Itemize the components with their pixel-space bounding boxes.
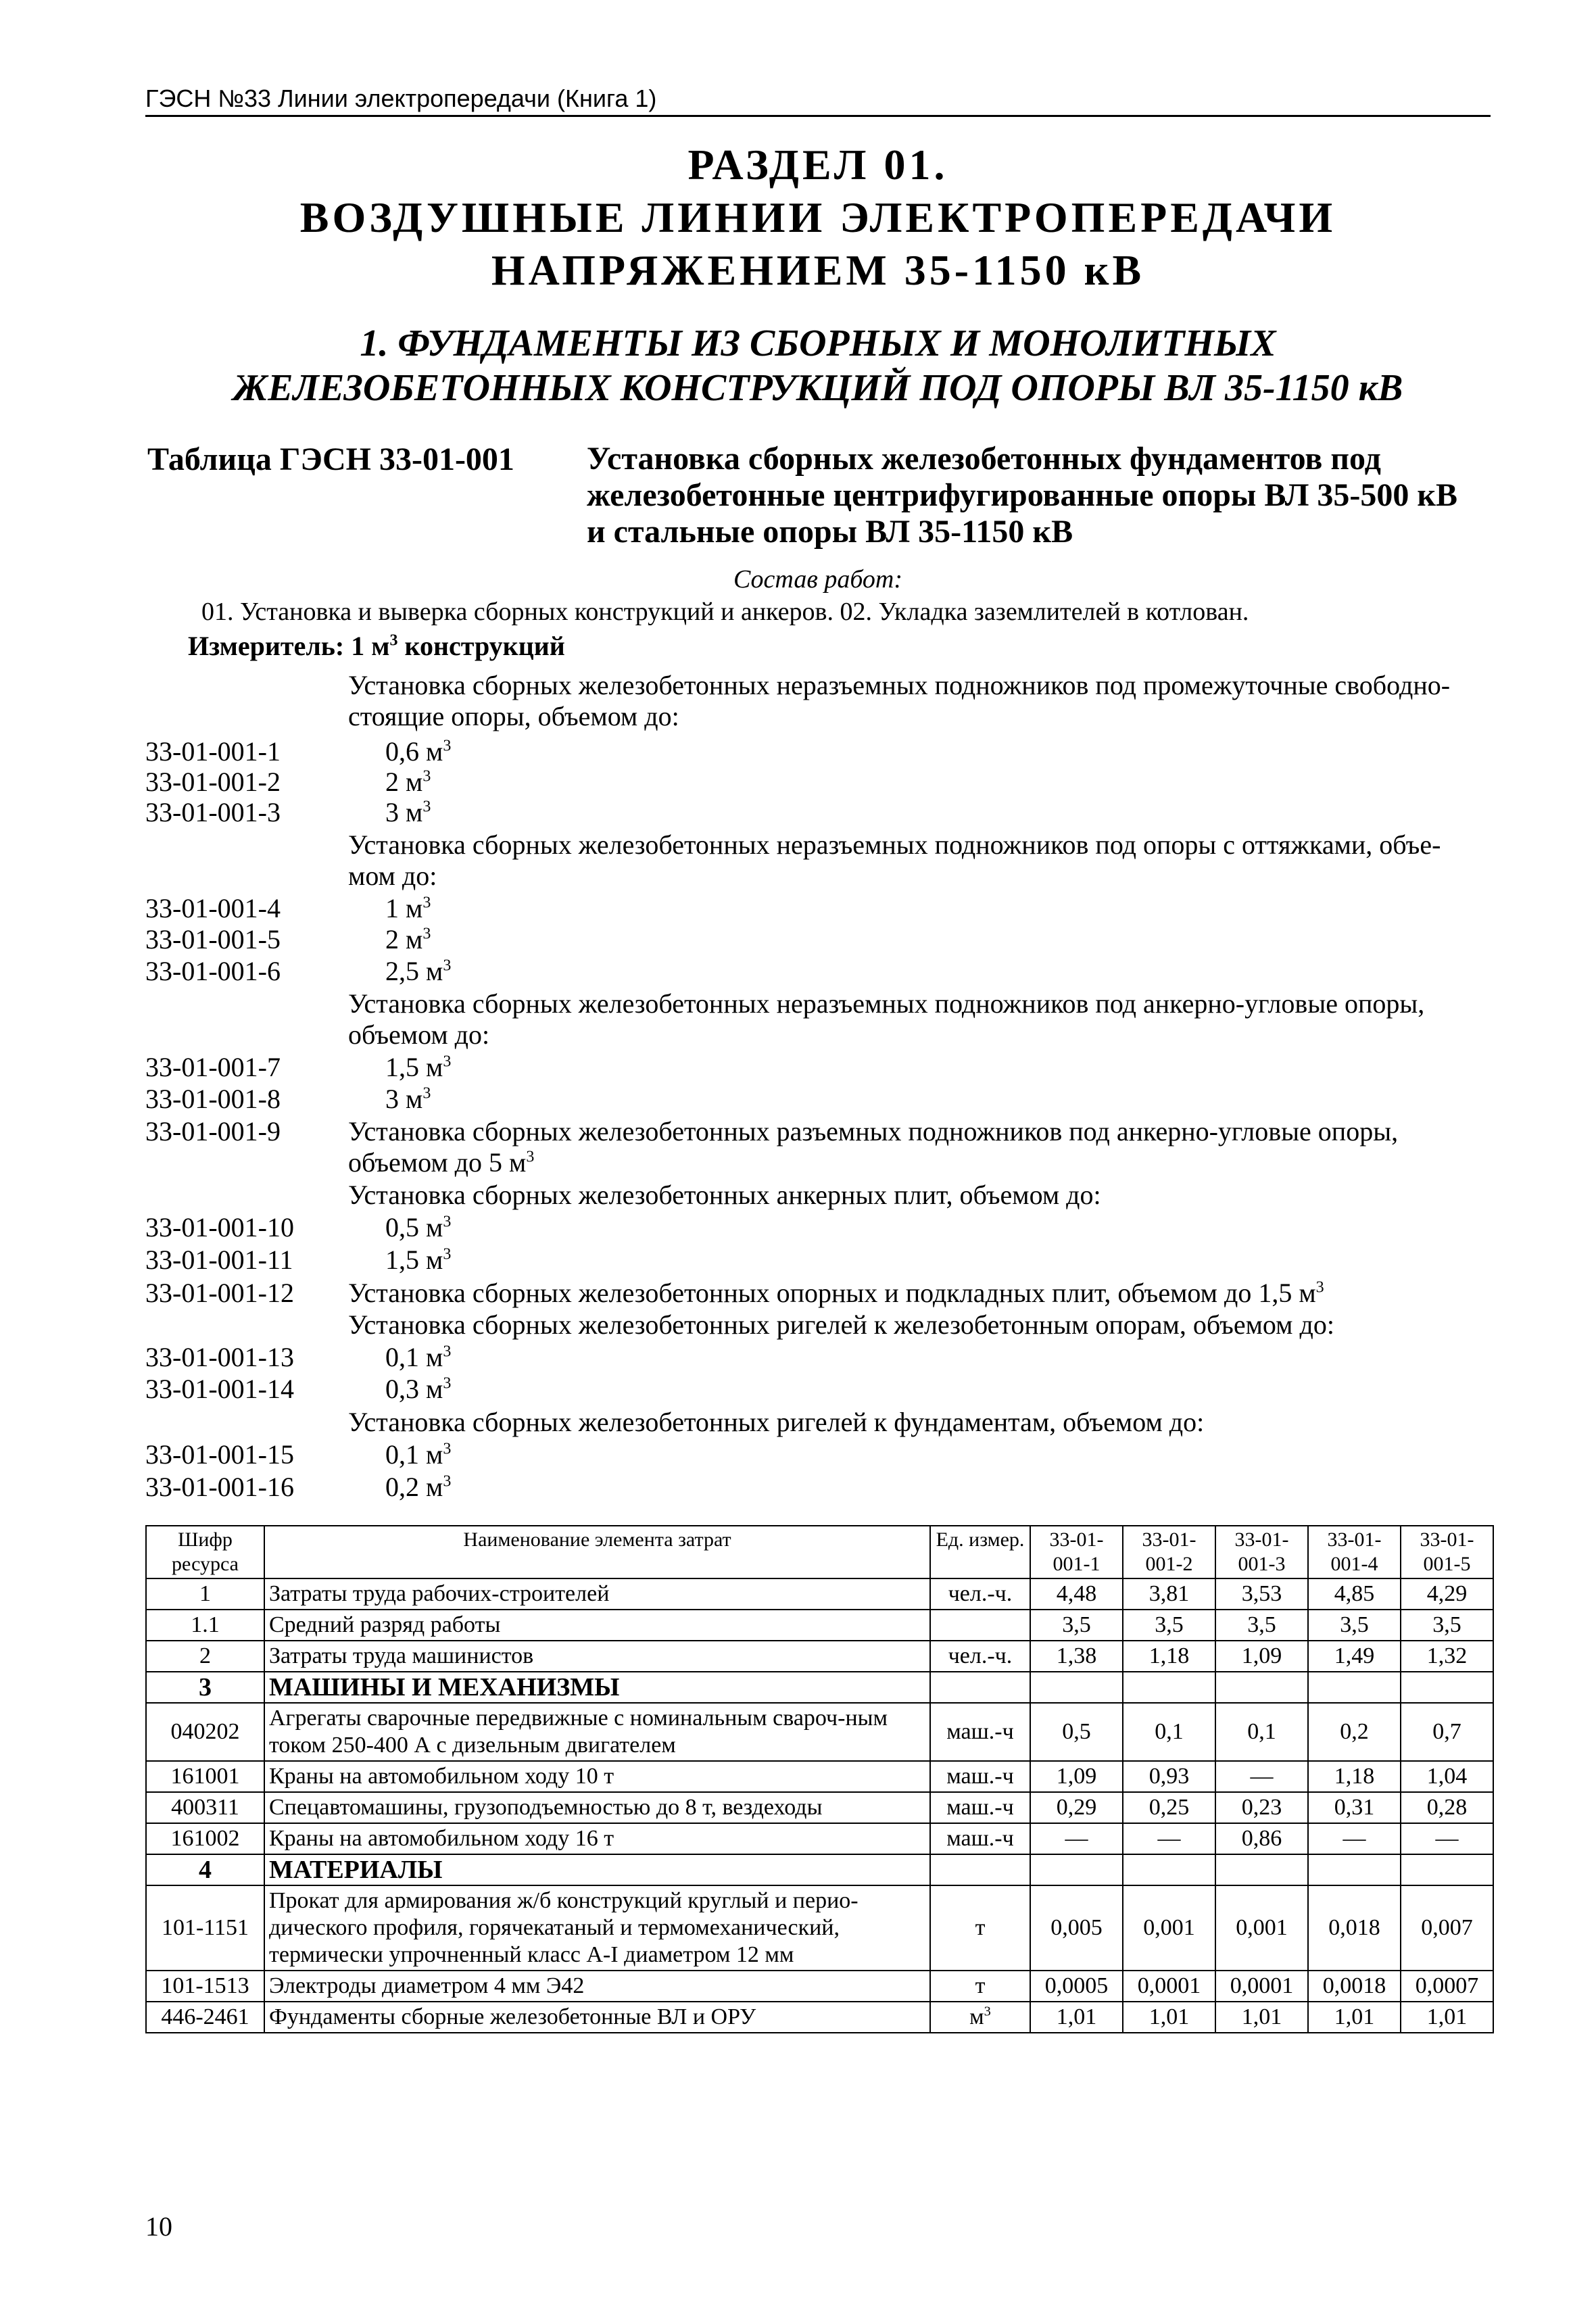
page-number: 10 <box>145 2211 172 2242</box>
cell-value: 3,5 <box>1030 1610 1123 1641</box>
cell-value: 3,5 <box>1215 1610 1308 1641</box>
table-group-row <box>146 1854 1493 1885</box>
table-row <box>146 1971 1493 2002</box>
group-text: стоящие опоры, объемом до: <box>348 701 679 731</box>
item-value: 2 $м^3$ <box>385 924 431 955</box>
cell-value: — <box>1123 1823 1215 1854</box>
cell-value: 0,0018 <box>1308 1971 1401 2002</box>
cell-code: 101-1151 <box>146 1885 264 1971</box>
table-row <box>146 1610 1493 1641</box>
work-text: 01. Установка и выверка сборных конструкций и анкеров. 02. Укладка заземлителей в котлован. <box>201 598 1249 626</box>
cell-value: 4,85 <box>1308 1578 1401 1610</box>
header-col: 33-01-001-1 <box>1030 1526 1123 1578</box>
table-row <box>146 1578 1493 1610</box>
group-text: Установка сборных железобетонных неразъемных подножников под анкерно-угловые опоры, <box>348 988 1425 1019</box>
cell-unit <box>930 1610 1030 1641</box>
table-row <box>146 1823 1493 1854</box>
cell-name: Краны на автомобильном ходу 10 т <box>264 1761 930 1792</box>
cell-value: 1,01 <box>1030 2002 1123 2033</box>
cell-unit: $м^3$ <box>930 2002 1030 2033</box>
work-label: Состав работ: <box>733 565 903 594</box>
cell-code: 1 <box>146 1578 264 1610</box>
item-value: 0,5 $м^3$ <box>385 1212 452 1243</box>
running-header: ГЭСН №33 Линии электропередачи (Книга 1) <box>145 85 657 112</box>
cell-value: 0,2 <box>1308 1703 1401 1761</box>
table-title-line2: железобетонные центрифугированные опоры ВЛ 35-500 кВ <box>587 477 1457 513</box>
item-code: 33-01-001-1 <box>145 736 281 767</box>
item-code: 33-01-001-14 <box>145 1374 294 1404</box>
cell-value: 0,86 <box>1215 1823 1308 1854</box>
cell-code: 400311 <box>146 1792 264 1823</box>
table-row <box>146 2002 1493 2033</box>
item-value: 0,1 $м^3$ <box>385 1342 452 1372</box>
cell-value: 0,31 <box>1308 1792 1401 1823</box>
cell-value: 1,18 <box>1123 1641 1215 1672</box>
cell-value: 1,18 <box>1308 1761 1401 1792</box>
item-value: 3 $м^3$ <box>385 1084 431 1114</box>
item-text: Установка сборных железобетонных разъемных подножников под анкерно-угловые опоры, <box>348 1116 1399 1147</box>
cell-code: 040202 <box>146 1703 264 1761</box>
item-code: 33-01-001-16 <box>145 1472 294 1502</box>
cell-unit: чел.-ч. <box>930 1578 1030 1610</box>
cell-unit: маш.-ч <box>930 1792 1030 1823</box>
cell-unit: чел.-ч. <box>930 1641 1030 1672</box>
item-code: 33-01-001-6 <box>145 956 281 986</box>
item-code: 33-01-001-15 <box>145 1439 294 1470</box>
cell-value: — <box>1401 1823 1493 1854</box>
item-code: 33-01-001-7 <box>145 1052 281 1082</box>
group-text: Установка сборных железобетонных ригелей к железобетонным опорам, объемом до: <box>348 1309 1334 1340</box>
cell-value: 0,0005 <box>1030 1971 1123 2002</box>
cell-value: — <box>1030 1823 1123 1854</box>
cell-unit: маш.-ч <box>930 1703 1030 1761</box>
cell-name: Фундаменты сборные железобетонные ВЛ и ОРУ <box>264 2002 930 2033</box>
cell-value: 0,001 <box>1123 1885 1215 1971</box>
subsection-title-line1: 1. ФУНДАМЕНТЫ ИЗ СБОРНЫХ И МОНОЛИТНЫХ <box>360 322 1276 364</box>
table-header-row <box>146 1526 1493 1578</box>
cell-name: Краны на автомобильном ходу 16 т <box>264 1823 930 1854</box>
group-text: объемом до: <box>348 1019 490 1050</box>
group-text: Установка сборных железобетонных неразъемных подножников под промежуточные свободно- <box>348 670 1451 700</box>
cell-value: 0,7 <box>1401 1703 1493 1761</box>
section-title-line1: РАЗДЕЛ 01. <box>687 141 948 189</box>
cell-value: 0,29 <box>1030 1792 1123 1823</box>
item-text: объемом до 5 $м^3$ <box>348 1147 535 1178</box>
cell-code: 161002 <box>146 1823 264 1854</box>
cell-name: Электроды диаметром 4 мм Э42 <box>264 1971 930 2002</box>
cell-code: 446-2461 <box>146 2002 264 2033</box>
table-row <box>146 1761 1493 1792</box>
table-row <box>146 1641 1493 1672</box>
cell-unit: т <box>930 1885 1030 1971</box>
group-text: мом до: <box>348 861 437 891</box>
cell-code: 161001 <box>146 1761 264 1792</box>
cell-value: 0,5 <box>1030 1703 1123 1761</box>
item-value: 0,2 $м^3$ <box>385 1472 452 1502</box>
cell-group-name: МАТЕРИАЛЫ <box>264 1854 930 1885</box>
cell-value: 1,01 <box>1123 2002 1215 2033</box>
item-code: 33-01-001-3 <box>145 797 281 827</box>
cell-value: — <box>1308 1823 1401 1854</box>
item-value: 1,5 $м^3$ <box>385 1052 452 1082</box>
cell-value: 1,09 <box>1030 1761 1123 1792</box>
cell-value: 0,1 <box>1123 1703 1215 1761</box>
cell-value: 0,007 <box>1401 1885 1493 1971</box>
item-value: 3 $м^3$ <box>385 797 431 827</box>
item-code: 33-01-001-9 <box>145 1116 281 1147</box>
group-text: Установка сборных железобетонных ригелей к фундаментам, объемом до: <box>348 1407 1205 1437</box>
section-title-line3: НАПРЯЖЕНИЕМ 35-1150 кВ <box>491 246 1145 294</box>
cell-value: 1,01 <box>1215 2002 1308 2033</box>
cell-value: 3,53 <box>1215 1578 1308 1610</box>
item-text: Установка сборных железобетонных опорных и подкладных плит, объемом до 1,5 $м^3$ <box>348 1278 1324 1308</box>
cell-value: 1,01 <box>1308 2002 1401 2033</box>
item-code: 33-01-001-13 <box>145 1342 294 1372</box>
cell-code: 3 <box>146 1672 264 1703</box>
cell-value: 1,49 <box>1308 1641 1401 1672</box>
cell-value: 3,81 <box>1123 1578 1215 1610</box>
header-code: Шифр ресурса <box>146 1526 264 1578</box>
cell-name: Агрегаты сварочные передвижные с номинальным свароч-ным током 250-400 А с дизельным двигателем <box>264 1703 930 1761</box>
cell-value: 4,48 <box>1030 1578 1123 1610</box>
cell-value: 1,01 <box>1401 2002 1493 2033</box>
table-title <box>587 441 1493 550</box>
header-unit: Ед. измер. <box>930 1526 1030 1578</box>
table-title-line1: Установка сборных железобетонных фундаментов под <box>587 441 1381 477</box>
cell-unit: маш.-ч <box>930 1823 1030 1854</box>
cell-value: 0,0007 <box>1401 1971 1493 2002</box>
cell-name: Затраты труда машинистов <box>264 1641 930 1672</box>
cell-value: 0,0001 <box>1215 1971 1308 2002</box>
cell-value: 0,1 <box>1215 1703 1308 1761</box>
item-code: 33-01-001-8 <box>145 1084 281 1114</box>
cell-name: Прокат для армирования ж/б конструкций круглый и перио-дического профиля, горячекатаный и термомеханический, термически упрочненный класс А-I диаметром 12 мм <box>264 1885 930 1971</box>
cell-value: 3,5 <box>1401 1610 1493 1641</box>
cell-code: 101-1513 <box>146 1971 264 2002</box>
header-col: 33-01-001-3 <box>1215 1526 1308 1578</box>
cell-name: Средний разряд работы <box>264 1610 930 1641</box>
group-text: Установка сборных железобетонных анкерных плит, объемом до: <box>348 1180 1101 1210</box>
cell-value: 3,5 <box>1308 1610 1401 1641</box>
cell-unit: маш.-ч <box>930 1761 1030 1792</box>
item-code: 33-01-001-4 <box>145 893 281 923</box>
header-col: 33-01-001-4 <box>1308 1526 1401 1578</box>
measure-tail: конструкций <box>397 631 565 661</box>
resources-table <box>145 1525 1494 2033</box>
cell-value: 1,09 <box>1215 1641 1308 1672</box>
cell-value: 0,93 <box>1123 1761 1215 1792</box>
cell-name: Спецавтомашины, грузоподъемностью до 8 т, вездеходы <box>264 1792 930 1823</box>
group-text: Установка сборных железобетонных неразъемных подножников под опоры с оттяжками, объе- <box>348 829 1441 860</box>
cell-value: 1,38 <box>1030 1641 1123 1672</box>
item-code: 33-01-001-10 <box>145 1212 294 1243</box>
item-code: 33-01-001-2 <box>145 767 281 797</box>
item-value: 0,3 $м^3$ <box>385 1374 452 1404</box>
cell-unit: т <box>930 1971 1030 2002</box>
item-value: 1,5 $м^3$ <box>385 1245 452 1275</box>
header-col: 33-01-001-5 <box>1401 1526 1493 1578</box>
item-code: 33-01-001-5 <box>145 924 281 955</box>
item-code: 33-01-001-12 <box>145 1278 294 1308</box>
table-title-line3: и стальные опоры ВЛ 35-1150 кВ <box>587 514 1073 550</box>
cell-value: 1,32 <box>1401 1641 1493 1672</box>
cell-value: 0,005 <box>1030 1885 1123 1971</box>
section-title-line2: ВОЗДУШНЫЕ ЛИНИИ ЭЛЕКТРОПЕРЕДАЧИ <box>299 193 1336 241</box>
item-value: 2,5 $м^3$ <box>385 956 452 986</box>
cell-group-name: МАШИНЫ И МЕХАНИЗМЫ <box>264 1672 930 1703</box>
cell-value: 0,25 <box>1123 1792 1215 1823</box>
cell-value: 1,04 <box>1401 1761 1493 1792</box>
cell-value: 3,5 <box>1123 1610 1215 1641</box>
subsection-title-line2: ЖЕЛЕЗОБЕТОННЫХ КОНСТРУКЦИЙ ПОД ОПОРЫ ВЛ 35-1150 кВ <box>233 367 1403 409</box>
cell-name: Затраты труда рабочих-строителей <box>264 1578 930 1610</box>
cell-value: — <box>1215 1761 1308 1792</box>
item-value: 1 $м^3$ <box>385 893 431 923</box>
measure-unit <box>188 630 565 662</box>
cell-value: 0,23 <box>1215 1792 1308 1823</box>
item-value: 2 $м^3$ <box>385 767 431 797</box>
cell-value: 0,28 <box>1401 1792 1493 1823</box>
cell-value: 0,018 <box>1308 1885 1401 1971</box>
cell-value: 4,29 <box>1401 1578 1493 1610</box>
measure-sup: 3 <box>389 631 398 650</box>
item-code: 33-01-001-11 <box>145 1245 293 1275</box>
table-row <box>146 1703 1493 1761</box>
table-row <box>146 1792 1493 1823</box>
table-id: Таблица ГЭСН 33-01-001 <box>147 441 514 477</box>
table-group-row <box>146 1672 1493 1703</box>
table-row <box>146 1885 1493 1971</box>
item-value: 0,1 $м^3$ <box>385 1439 452 1470</box>
cell-code: 4 <box>146 1854 264 1885</box>
header-name: Наименование элемента затрат <box>264 1526 930 1578</box>
measure-label: Измеритель: 1 м <box>188 631 390 661</box>
cell-value: 0,001 <box>1215 1885 1308 1971</box>
header-col: 33-01-001-2 <box>1123 1526 1215 1578</box>
cell-code: 1.1 <box>146 1610 264 1641</box>
item-value: 0,6 $м^3$ <box>385 736 452 767</box>
cell-value: 0,0001 <box>1123 1971 1215 2002</box>
header-rule <box>145 115 1491 117</box>
cell-code: 2 <box>146 1641 264 1672</box>
